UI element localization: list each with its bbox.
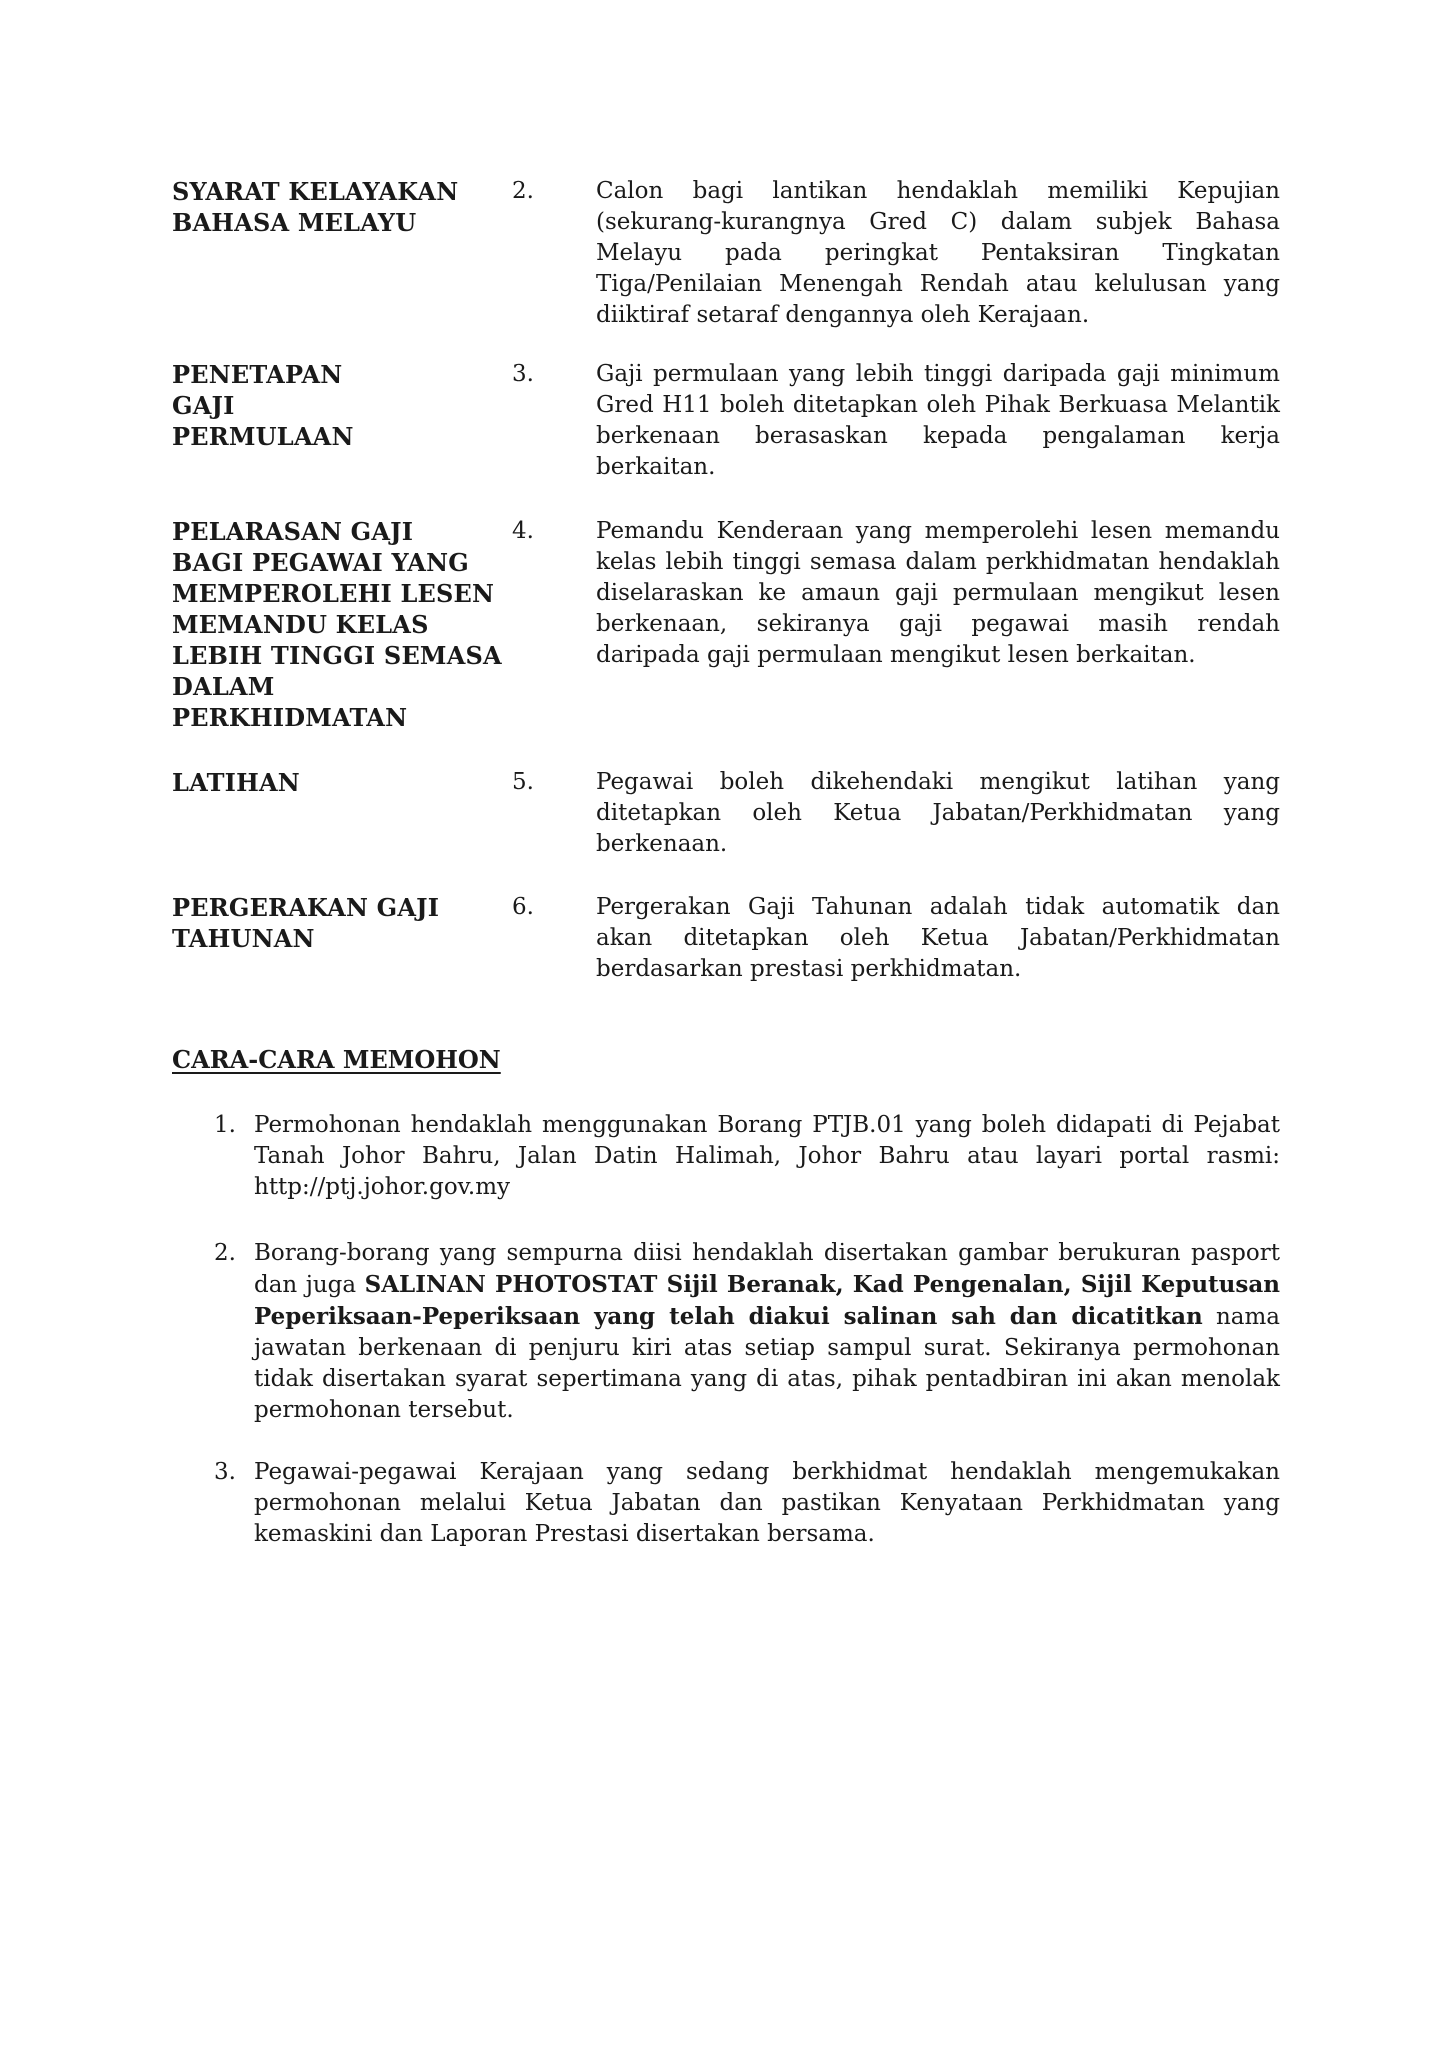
section-number: 6.: [512, 894, 534, 920]
section-number: 4.: [512, 518, 534, 544]
section-heading: [172, 516, 512, 733]
section-text: Pemandu Kenderaan yang memperolehi lesen memandu kelas lebih tinggi semasa dalam perkhidmatan hendaklah diselaraskan ke amaun gaji permulaan mengikut lesen berkenaan, sekiranya gaji pegawai masih rendah daripada gaji permulaan mengikut lesen berkaitan.: [596, 518, 1280, 668]
item-number: 3.: [214, 1459, 236, 1485]
item-text-bold: SALINAN PHOTOSTAT Sijil Beranak, Kad Pengenalan, Sijil Keputusan Peperiksaan-Peperiksaan yang telah diakui salinan sah dan dicatitkan: [254, 1271, 1280, 1330]
heading-line: BAHASA MELAYU: [172, 208, 417, 237]
heading-line: PERKHIDMATAN: [172, 703, 408, 732]
heading-line: PELARASAN GAJI: [172, 517, 414, 546]
heading-line: MEMANDU KELAS: [172, 610, 429, 639]
section-heading: [172, 176, 512, 238]
section-text: Calon bagi lantikan hendaklah memiliki Kepujian (sekurang-kurangnya Gred C) dalam subjek Bahasa Melayu pada peringkat Pentaksiran Tingkatan Tiga/Penilaian Menengah Rendah atau kelulusan yang diiktiraf setaraf dengannya oleh Kerajaan.: [596, 178, 1280, 328]
heading-line: GAJI: [172, 391, 235, 420]
section-number: 5.: [512, 769, 534, 795]
heading-line: LEBIH TINGGI SEMASA: [172, 641, 502, 670]
item-text: Permohonan hendaklah menggunakan Borang PTJB.01 yang boleh didapati di Pejabat Tanah Johor Bahru, Jalan Datin Halimah, Johor Bahru atau layari portal rasmi: http://ptj.johor.gov.my: [254, 1112, 1280, 1200]
item-text: [254, 1238, 1280, 1426]
heading-line: PENETAPAN: [172, 360, 343, 389]
item-number: 1.: [214, 1112, 236, 1138]
heading-line: MEMPEROLEHI LESEN: [172, 579, 495, 608]
heading-line: SYARAT KELAYAKAN: [172, 177, 459, 206]
heading-line: LATIHAN: [172, 768, 300, 797]
section-number: 2.: [512, 178, 534, 204]
heading-line: DALAM: [172, 672, 275, 701]
section-text: Pergerakan Gaji Tahunan adalah tidak automatik dan akan ditetapkan oleh Ketua Jabatan/Perkhidmatan berdasarkan prestasi perkhidmatan.: [596, 894, 1280, 982]
item-number: 2.: [214, 1240, 236, 1266]
section-text: Gaji permulaan yang lebih tinggi daripada gaji minimum Gred H11 boleh ditetapkan oleh Pihak Berkuasa Melantik berkenaan berasaskan kepada pengalaman kerja berkaitan.: [596, 361, 1280, 480]
item-text-plain: Borang-borang yang sempurna diisi hendaklah disertakan gambar berukuran pasport dan juga: [254, 1240, 1280, 1298]
heading-line: BAGI PEGAWAI YANG: [172, 548, 469, 577]
section-number: 3.: [512, 361, 534, 387]
section-heading: [172, 892, 512, 954]
section-text: Pegawai boleh dikehendaki mengikut latihan yang ditetapkan oleh Ketua Jabatan/Perkhidmatan yang berkenaan.: [596, 769, 1280, 857]
item-text: Pegawai-pegawai Kerajaan yang sedang berkhidmat hendaklah mengemukakan permohonan melalui Ketua Jabatan dan pastikan Kenyataan Perkhidmatan yang kemaskini dan Laporan Prestasi disertakan bersama.: [254, 1459, 1280, 1547]
how-to-apply-title: CARA-CARA MEMOHON: [172, 1045, 501, 1074]
heading-line: TAHUNAN: [172, 924, 315, 953]
section-heading: [172, 359, 512, 452]
section-heading: [172, 767, 512, 798]
heading-line: PERMULAAN: [172, 422, 354, 451]
item-text-plain: nama jawatan berkenaan di penjuru kiri atas setiap sampul surat. Sekiranya permohonan tidak disertakan syarat sepertimana yang di atas, pihak pentadbiran ini akan menolak permohonan tersebut.: [254, 1304, 1280, 1423]
heading-line: PERGERAKAN GAJI: [172, 893, 440, 922]
